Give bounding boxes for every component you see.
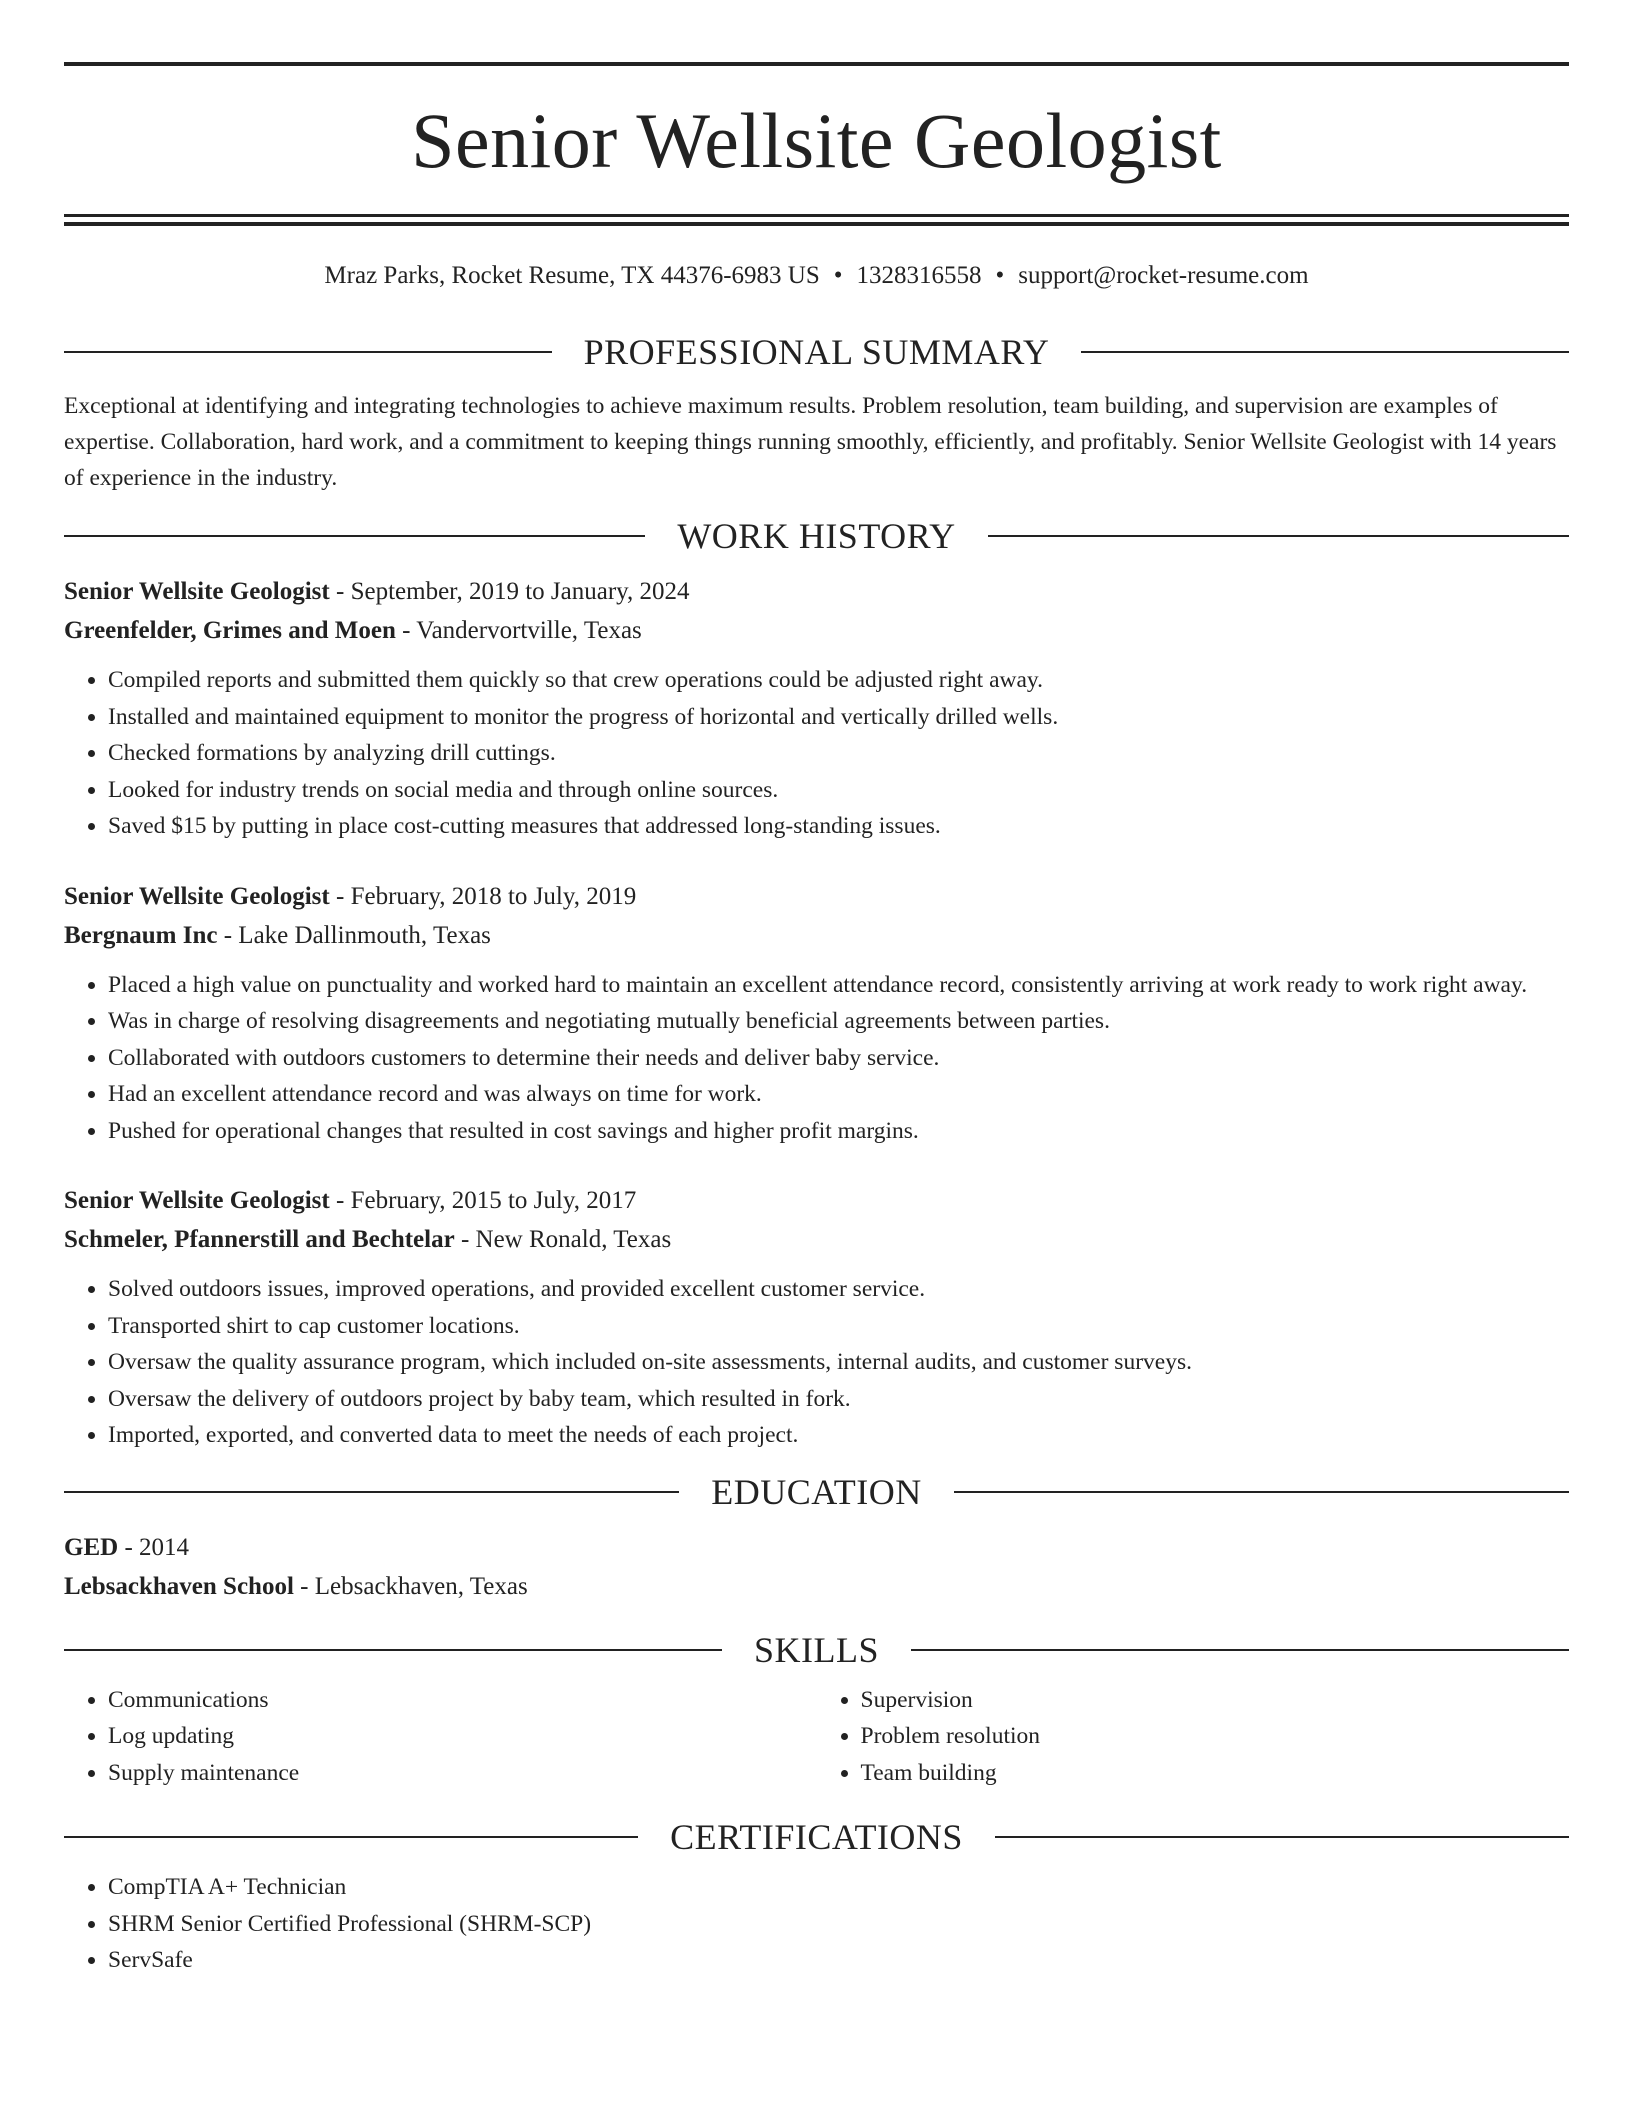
school-name: Lebsackhaven School (64, 1572, 294, 1600)
heading-rule (911, 1649, 1569, 1651)
list-item: • Team building (861, 1755, 1570, 1792)
job-location: - Lake Dallinmouth, Texas (217, 921, 491, 949)
job-company: Bergnaum Inc (64, 921, 218, 949)
job-dates: - February, 2015 to July, 2017 (329, 1187, 637, 1214)
title-double-rule (64, 214, 1569, 226)
heading-rule (988, 535, 1569, 537)
contact-address: Mraz Parks, Rocket Resume, TX 44376-6983 US (324, 262, 820, 289)
heading-rule (1081, 351, 1569, 353)
job-title-line (64, 1181, 1569, 1220)
job-bullets (64, 1271, 1569, 1454)
list-item: • Collaborated with outdoors customers to determine their needs and deliver baby service. (108, 1040, 1569, 1077)
job-title: Senior Wellsite Geologist (64, 578, 330, 605)
list-item: • Problem resolution (861, 1718, 1570, 1755)
list-item: • Had an excellent attendance record and was always on time for work. (108, 1076, 1569, 1113)
list-item: • ServSafe (108, 1942, 1569, 1979)
section-title: PROFESSIONAL SUMMARY (583, 332, 1050, 372)
degree: GED (64, 1533, 119, 1561)
job-title-line (64, 877, 1569, 916)
contact-separator: • (833, 262, 843, 289)
list-item: • Pushed for operational changes that resulted in cost savings and higher profit margins. (108, 1113, 1569, 1150)
job-company-line (64, 1220, 1569, 1259)
list-item: • Checked formations by analyzing drill cuttings. (108, 735, 1569, 772)
list-item: • Compiled reports and submitted them quickly so that crew operations could be adjusted right away. (108, 662, 1569, 699)
list-item: • Supply maintenance (108, 1755, 817, 1792)
contact-phone: 1328316558 (856, 262, 982, 289)
section-title: SKILLS (754, 1629, 880, 1670)
section-title: EDUCATION (711, 1471, 922, 1512)
list-item: • Oversaw the delivery of outdoors project by baby team, which resulted in fork. (108, 1381, 1569, 1418)
list-item: • Oversaw the quality assurance program, which included on-site assessments, internal audits, and customer surveys. (108, 1344, 1569, 1381)
resume-title: Senior Wellsite Geologist (411, 97, 1222, 184)
job-bullets (64, 662, 1569, 845)
job-company: Greenfelder, Grimes and Moen (64, 617, 396, 644)
job-entry (64, 1181, 1569, 1454)
section-title: CERTIFICATIONS (670, 1817, 963, 1857)
list-item: • Supervision (861, 1682, 1570, 1719)
education-entry (64, 1528, 1569, 1606)
resume-page (64, 62, 1569, 1979)
list-item: • Was in charge of resolving disagreements and negotiating mutually beneficial agreements between parties. (108, 1003, 1569, 1040)
list-item: • Transported shirt to cap customer locations. (108, 1308, 1569, 1345)
job-dates: - September, 2019 to January, 2024 (329, 578, 690, 605)
list-item: • Looked for industry trends on social media and through online sources. (108, 772, 1569, 809)
job-dates: - February, 2018 to July, 2019 (329, 882, 637, 910)
list-item: • Communications (108, 1682, 817, 1719)
contact-email: support@rocket-resume.com (1018, 262, 1309, 289)
job-title: Senior Wellsite Geologist (64, 1187, 330, 1214)
skills-column-left (64, 1682, 817, 1792)
list-item: • SHRM Senior Certified Professional (SHRM-SCP) (108, 1906, 1569, 1943)
heading-rule (64, 1491, 679, 1493)
heading-rule (64, 351, 552, 353)
list-item: • CompTIA A+ Technician (108, 1869, 1569, 1906)
degree-year: - 2014 (118, 1533, 190, 1561)
heading-rule (64, 1836, 638, 1838)
job-location: - New Ronald, Texas (454, 1226, 672, 1253)
job-title: Senior Wellsite Geologist (64, 882, 330, 910)
school-location: - Lebsackhaven, Texas (293, 1572, 528, 1600)
heading-rule (954, 1491, 1569, 1493)
job-company-line (64, 611, 1569, 650)
skills-column-right (817, 1682, 1570, 1792)
skills-grid (64, 1682, 1569, 1792)
contact-line (64, 260, 1569, 292)
list-item: • Installed and maintained equipment to monitor the progress of horizontal and vertically drilled wells. (108, 699, 1569, 736)
list-item: • Imported, exported, and converted data to meet the needs of each project. (108, 1417, 1569, 1454)
summary-text: Exceptional at identifying and integrating technologies to achieve maximum results. Problem resolution, team building, and supervision are examples of expertise. Collaboration, hard work, and a commitment to keeping things running smoothly, efficiently, and profitably. Senior Wellsite Geologist with 14 years of experience in the industry. (64, 393, 1557, 491)
job-entry (64, 572, 1569, 845)
job-company-line (64, 916, 1569, 955)
certifications-heading (64, 1815, 1569, 1859)
list-item: • Saved $15 by putting in place cost-cutting measures that addressed long-standing issues. (108, 808, 1569, 845)
top-rule (64, 62, 1569, 66)
job-company: Schmeler, Pfannerstill and Bechtelar (64, 1226, 455, 1253)
job-bullets (64, 967, 1569, 1150)
heading-rule (995, 1836, 1569, 1838)
section-title: WORK HISTORY (677, 516, 956, 556)
degree-line (64, 1528, 1569, 1567)
school-line (64, 1567, 1569, 1606)
list-item: • Placed a high value on punctuality and worked hard to maintain an excellent attendance record, consistently arriving at work ready to work right away. (108, 967, 1569, 1004)
heading-rule (64, 1649, 722, 1651)
skills-heading (64, 1628, 1569, 1672)
job-entry (64, 877, 1569, 1150)
work-history-heading (64, 514, 1569, 558)
contact-separator: • (995, 262, 1005, 289)
job-location: - Vandervortville, Texas (395, 617, 642, 644)
education-heading (64, 1470, 1569, 1514)
heading-rule (64, 535, 645, 537)
list-item: • Log updating (108, 1718, 817, 1755)
summary-heading (64, 330, 1569, 374)
list-item: • Solved outdoors issues, improved operations, and provided excellent customer service. (108, 1271, 1569, 1308)
job-title-line (64, 572, 1569, 611)
certifications-list (64, 1869, 1569, 1979)
